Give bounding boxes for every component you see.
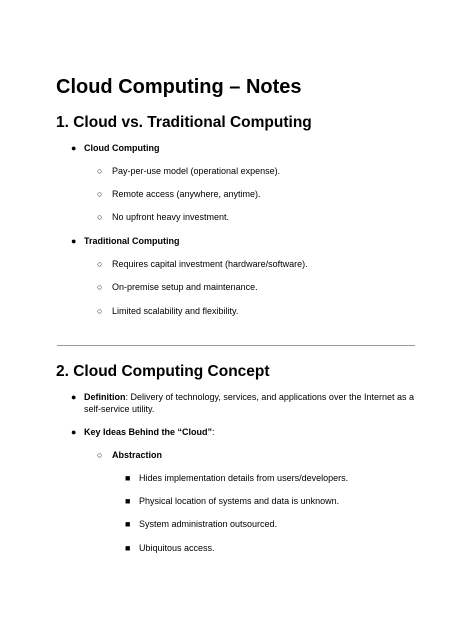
bullet-dot: ● [71,392,77,402]
list-item: No upfront heavy investment. [112,212,230,222]
abstraction-label: Abstraction [112,450,163,460]
bullet-dot: ● [71,236,77,246]
list-item: Pay-per-use model (operational expense). [112,166,281,176]
list-item: Ubiquitous access. [139,543,215,553]
bullet-square: ■ [125,473,131,483]
traditional-computing-label: Traditional Computing [84,236,180,246]
bullet-dot: ● [71,427,77,437]
bullet-square: ■ [125,543,131,553]
list-item: Hides implementation details from users/developers. [139,473,349,483]
section-divider [57,345,415,346]
list-item: Physical location of systems and data is unknown. [139,496,340,506]
definition-label: Definition [84,392,126,402]
key-ideas-label: Key Ideas Behind the “Cloud” [84,427,213,437]
list-item: Requires capital investment (hardware/software). [112,259,308,269]
bullet-circle: ○ [97,306,103,316]
list-item: Remote access (anywhere, anytime). [112,189,261,199]
section2-heading: 2. Cloud Computing Concept [56,363,270,380]
bullet-dot: ● [71,143,77,153]
bullet-circle: ○ [97,450,103,460]
bullet-square: ■ [125,496,131,506]
key-ideas-line [84,426,215,438]
section1-heading: 1. Cloud vs. Traditional Computing [56,114,312,131]
definition-text: : Delivery of technology, services, and applications over the Internet as a [125,392,414,402]
bullet-circle: ○ [97,189,103,199]
list-item: On-premise setup and maintenance. [112,282,258,292]
bullet-circle: ○ [97,259,103,269]
cloud-computing-label: Cloud Computing [84,143,160,153]
list-item: System administration outsourced. [139,519,278,529]
bullet-circle: ○ [97,166,103,176]
definition-line [84,391,414,403]
bullet-circle: ○ [97,282,103,292]
definition-text-continued: self-service utility. [84,404,155,414]
bullet-square: ■ [125,519,131,529]
key-ideas-colon: : [212,427,215,437]
page-title: Cloud Computing – Notes [56,76,302,98]
bullet-circle: ○ [97,212,103,222]
list-item: Limited scalability and flexibility. [112,306,239,316]
